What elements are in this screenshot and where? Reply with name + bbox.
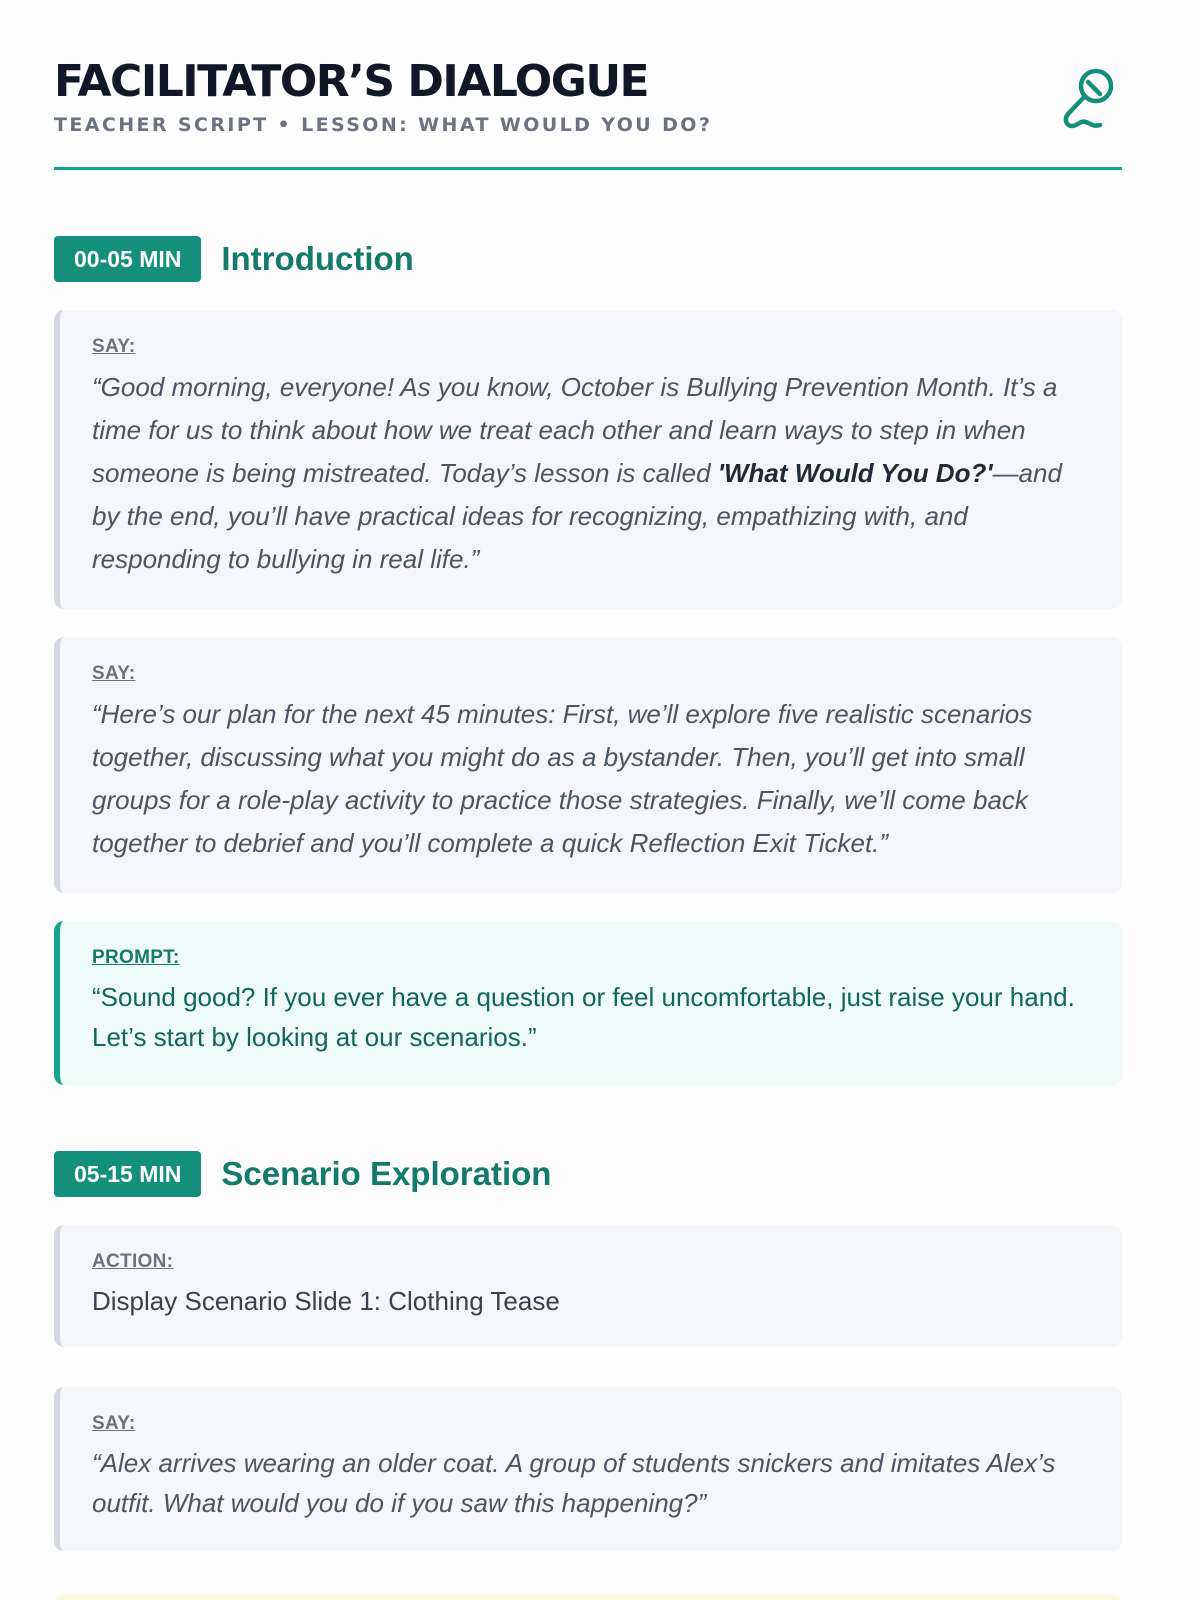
say-label: SAY: <box>92 663 136 684</box>
time-badge: 05-15 MIN <box>54 1151 201 1197</box>
lesson-name: 'What Would You Do?' <box>717 458 993 488</box>
section-introduction-header <box>54 236 1122 282</box>
microphone-icon <box>1058 64 1118 134</box>
page-title: FACILITATOR’S DIALOGUE <box>54 56 649 107</box>
say-card <box>54 1387 1122 1551</box>
next-card-edge <box>54 1594 1122 1600</box>
say-text: “Alex arrives wearing an older coat. A group of students snickers and imitates Alex’s outfit. What would you do if you saw this happening?” <box>92 1448 1056 1518</box>
say-text <box>92 366 1096 581</box>
page-subtitle: TEACHER SCRIPT • LESSON: WHAT WOULD YOU DO? <box>54 114 713 136</box>
action-card <box>54 1225 1122 1347</box>
say-text: “Here’s our plan for the next 45 minutes: First, we’ll explore five realistic scenarios together, discussing what you might do as a bystander. Then, you’ll get into small groups for a role-play activity to practice those strategies. Finally, we’ll come back together to debrief and you’ll complete a quick Reflection Exit Ticket.” <box>92 699 1033 858</box>
time-badge: 00-05 MIN <box>54 236 201 282</box>
say-card <box>54 637 1122 893</box>
action-label: ACTION: <box>92 1251 174 1272</box>
prompt-card <box>54 921 1122 1085</box>
say-label: SAY: <box>92 336 136 357</box>
prompt-text: “Sound good? If you ever have a question or feel uncomfortable, just raise your hand. Let’s start by looking at our scenarios.” <box>92 982 1075 1052</box>
say-card <box>54 310 1122 609</box>
action-text: Display Scenario Slide 1: Clothing Tease <box>92 1286 560 1316</box>
section-title: Introduction <box>221 240 414 277</box>
section-title: Scenario Exploration <box>221 1155 552 1192</box>
prompt-label: PROMPT: <box>92 947 180 968</box>
section-scenario-exploration-header <box>54 1151 1122 1197</box>
say-text-part: “Good morning, everyone! As you know, October is Bullying Prevention Month. It’s a time for us to think about how we treat each other and learn ways to step in when someone is being mistreated. Today’s lesson is called <box>92 372 1058 488</box>
say-label: SAY: <box>92 1413 136 1434</box>
page-header <box>54 0 1122 170</box>
say-text-part: —and by the end, you’ll have practical ideas for recognizing, empathizing with, and responding to bullying in real life.” <box>92 458 1062 574</box>
